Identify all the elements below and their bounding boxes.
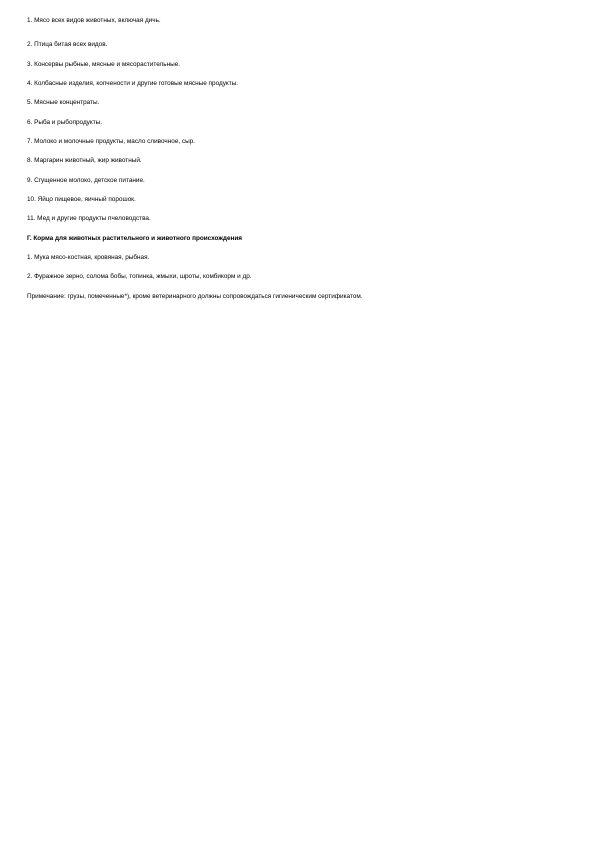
list-item: 6. Рыба и рыбопродукты. (27, 119, 103, 126)
list-item: 7. Молоко и молочные продукты, масло сливочное, сыр. (27, 138, 196, 145)
list-item: 8. Маргарин животный, жир животный. (27, 157, 142, 164)
list-item: 10. Яйцо пищевое, яичный порошок. (27, 196, 136, 203)
note-text: Примечание: грузы, помеченные*), кроме ветеринарного должны сопровождаться гигиеническим сертификатом. (27, 293, 363, 300)
list-item: 11. Мед и другие продукты пчеловодства. (27, 215, 151, 222)
list-item: 2. Птица битая всех видов. (27, 41, 108, 48)
list-item: 1. Мука мясо-костная, кровяная, рыбная. (27, 254, 150, 261)
list-item: 2. Фуражное зерно, солома бобы, топинка, жмыхи, шроты, комбикорм и др. (27, 273, 252, 280)
section-heading: Г. Корма для животных растительного и животного происхождения (27, 235, 243, 242)
list-item: 1. Мясо всех видов животных, включая дичь. (27, 17, 161, 24)
list-item: 3. Консервы рыбные, мясные и мясорастительные. (27, 61, 181, 68)
list-item: 4. Колбасные изделия, копчености и другие готовые мясные продукты. (27, 80, 239, 87)
list-item: 9. Сгущенное молоко, детское питание. (27, 177, 145, 184)
list-item: 5. Мясные концентраты. (27, 99, 100, 106)
